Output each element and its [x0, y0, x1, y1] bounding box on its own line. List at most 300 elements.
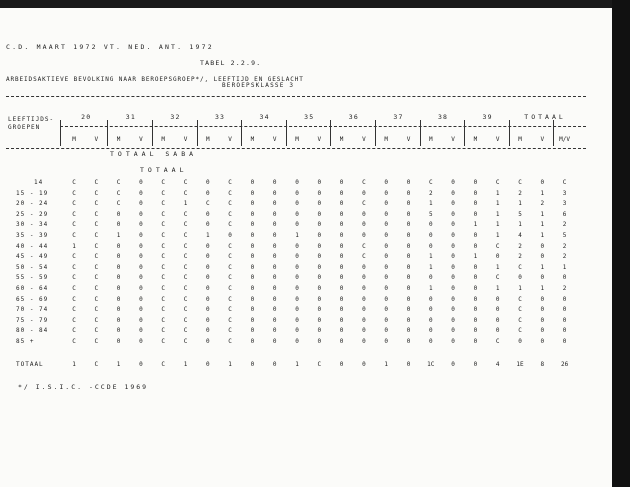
sub-header: V	[406, 136, 411, 143]
table-row-cell: 0	[406, 316, 411, 324]
table-row-cell: 0	[139, 274, 143, 282]
table-row-label: 60 - 64	[16, 285, 49, 292]
table-row-cell: 0	[339, 253, 344, 261]
header-rule-mid	[60, 126, 586, 127]
group-header: 34	[259, 113, 270, 121]
age-header-line2: GROEPEN	[8, 124, 41, 131]
table-row-cell: C	[518, 263, 522, 271]
table-row-label: 75 - 79	[16, 316, 49, 324]
table-row-cell: 0	[339, 306, 344, 314]
total-row-cell: 1	[183, 361, 188, 368]
table-row-cell: 0	[116, 242, 121, 250]
table-row-cell: 0	[295, 242, 299, 250]
table-row-cell: 0	[272, 242, 277, 250]
table-row-cell: 1	[540, 189, 545, 197]
sub-header: V	[183, 136, 188, 143]
table-row-cell: 0	[339, 316, 344, 324]
table-row-cell: 0	[272, 189, 277, 197]
table-row-cell: 0	[451, 306, 455, 314]
table-row-cell: 0	[250, 274, 255, 282]
table-row-cell: C	[94, 242, 99, 250]
table-row-cell: C	[94, 210, 99, 218]
column-separator	[330, 120, 331, 146]
total-row-cell: 1	[228, 361, 232, 368]
column-separator	[60, 120, 61, 146]
source-line: C.D. MAART 1972 VT. NED. ANT. 1972	[6, 43, 214, 51]
table-row-cell: 0	[205, 285, 210, 292]
table-row-label: 70 - 74	[16, 306, 49, 314]
table-row-cell: 2	[562, 285, 567, 292]
table-row-cell: 1	[205, 232, 210, 239]
table-row-cell: 0	[205, 221, 210, 229]
total-row-cell: C	[317, 361, 322, 368]
table-row-cell: C	[228, 316, 232, 324]
table-row-cell: C	[495, 338, 500, 345]
table-row-cell: C	[161, 200, 165, 208]
table-row-cell: C	[94, 263, 99, 271]
sub-header: V	[228, 136, 232, 143]
table-row-cell: 0	[406, 274, 411, 282]
table-row-cell: 0	[384, 285, 388, 292]
group-header: 37	[393, 113, 404, 121]
footnote: */ I.S.I.C. -CCDE 1969	[18, 383, 149, 391]
table-row-label: 65 - 69	[16, 295, 49, 303]
table-row-cell: 0	[317, 274, 322, 282]
table-row-cell: C	[183, 221, 188, 229]
table-row-cell: 0	[250, 179, 255, 186]
table-row-cell: C	[518, 295, 522, 303]
table-row-cell: C	[94, 253, 99, 261]
table-row-cell: C	[94, 232, 99, 239]
table-row-cell: 0	[317, 221, 322, 229]
table-row-cell: 0	[205, 179, 210, 186]
table-row-cell: C	[518, 306, 522, 314]
table-row-cell: C	[495, 242, 500, 250]
table-row-cell: 0	[495, 316, 500, 324]
table-row-cell: 0	[362, 327, 366, 335]
table-row-cell: C	[161, 253, 165, 261]
group-header: 33	[214, 113, 226, 121]
table-row-cell: 0	[139, 242, 143, 250]
table-row-cell: 0	[205, 316, 210, 324]
table-row-cell: C	[161, 327, 165, 335]
group-header: 35	[304, 113, 315, 121]
table-row-cell: 1	[540, 263, 545, 271]
table-row-cell: C	[72, 221, 76, 229]
total-row-cell: 0	[451, 361, 455, 368]
total-row-cell: 4	[495, 361, 500, 368]
table-row-cell: 0	[384, 306, 388, 314]
table-row-cell: 0	[384, 210, 388, 218]
table-row-cell: 0	[451, 263, 455, 271]
table-row-cell: 0	[406, 338, 411, 345]
table-row-cell: 2	[562, 253, 567, 261]
table-row-cell: 0	[428, 221, 433, 229]
table-row-cell: 1	[72, 242, 76, 250]
table-row-cell: 0	[250, 306, 255, 314]
table-row-cell: C	[183, 274, 188, 282]
table-row-cell: C	[72, 285, 76, 292]
table-row-cell: C	[228, 189, 232, 197]
table-row-cell: 0	[317, 316, 322, 324]
table-row-cell: 0	[473, 189, 478, 197]
total-row-cell: 0	[205, 361, 210, 368]
table-row-cell: C	[72, 200, 76, 208]
table-row-cell: 0	[116, 210, 121, 218]
table-row-cell: 0	[317, 189, 322, 197]
table-row-cell: 0	[139, 327, 143, 335]
table-row-cell: 2	[562, 221, 567, 229]
sub-group-label: TOTAAL	[140, 166, 188, 174]
table-row-cell: 0	[473, 285, 478, 292]
table-row-label: 45 - 49	[16, 253, 49, 261]
header-rule-bottom	[6, 148, 586, 149]
table-row-label: 25 - 29	[16, 210, 49, 218]
table-row-cell: C	[183, 316, 188, 324]
table-row-cell: 0	[205, 274, 210, 282]
column-separator	[286, 120, 287, 146]
table-row-cell: 0	[540, 274, 545, 282]
table-row-cell: 5	[518, 210, 522, 218]
table-row-cell: 0	[518, 338, 522, 345]
table-row-cell: 0	[250, 189, 255, 197]
table-row-cell: 0	[495, 253, 500, 261]
table-row-cell: 0	[272, 285, 277, 292]
table-row-cell: 0	[139, 221, 143, 229]
table-row-cell: C	[183, 295, 188, 303]
table-row-cell: C	[116, 179, 121, 186]
table-row-cell: 0	[473, 316, 478, 324]
table-row-cell: C	[495, 179, 500, 186]
table-row-cell: 0	[272, 295, 277, 303]
sub-header: V	[451, 136, 455, 143]
age-header-line1: LEEFTIJDS-	[8, 116, 55, 123]
table-row-cell: 0	[250, 285, 255, 292]
table-row-cell: C	[228, 210, 232, 218]
table-row-cell: 0	[295, 306, 299, 314]
column-separator	[509, 120, 510, 146]
total-row-cell: C	[94, 361, 99, 368]
table-row-cell: 1	[495, 200, 500, 208]
total-row-label: TOTAAL	[16, 361, 44, 368]
table-row-cell: 0	[250, 200, 255, 208]
table-row-cell: 1	[428, 200, 433, 208]
table-row-cell: 0	[272, 316, 277, 324]
table-row-cell: 0	[495, 295, 500, 303]
table-row-cell: 0	[272, 274, 277, 282]
table-row-cell: 0	[205, 338, 210, 345]
table-row-cell: 5	[428, 210, 433, 218]
table-row-cell: 0	[205, 263, 210, 271]
table-row-cell: 0	[295, 316, 299, 324]
table-row-cell: 0	[451, 316, 455, 324]
table-row-cell: 1	[540, 210, 545, 218]
table-row-cell: 0	[384, 327, 388, 335]
table-row-cell: 0	[116, 263, 121, 271]
table-row-cell: 0	[451, 189, 455, 197]
group-label: TOTAAL SABA	[110, 150, 198, 158]
table-row-cell: 0	[406, 295, 411, 303]
table-row-cell: 0	[250, 295, 255, 303]
table-row-cell: C	[72, 338, 76, 345]
table-row-cell: C	[72, 263, 76, 271]
table-row-cell: C	[72, 295, 76, 303]
table-row-cell: 0	[317, 306, 322, 314]
table-row-cell: 1	[495, 263, 500, 271]
table-row-cell: 0	[205, 306, 210, 314]
table-row-cell: 0	[116, 295, 121, 303]
table-row-cell: 0	[406, 232, 411, 239]
table-row-cell: C	[161, 306, 165, 314]
table-row-cell: 0	[116, 327, 121, 335]
table-row-cell: 6	[562, 210, 567, 218]
table-row-cell: C	[362, 242, 366, 250]
table-row-cell: 0	[339, 179, 344, 186]
table-row-cell: C	[161, 274, 165, 282]
table-row-cell: 0	[473, 232, 478, 239]
table-row-cell: 4	[518, 232, 522, 239]
table-row-cell: 3	[562, 189, 567, 197]
sub-header: M	[295, 136, 299, 143]
table-row-cell: 0	[205, 327, 210, 335]
table-row-cell: C	[183, 189, 188, 197]
table-row-cell: 2	[540, 200, 545, 208]
table-row-cell: C	[161, 221, 165, 229]
scan-edge	[612, 0, 630, 487]
table-row-cell: 0	[473, 263, 478, 271]
table-row-label: 85 +	[16, 338, 35, 345]
table-row-cell: 0	[406, 285, 411, 292]
table-row-cell: 0	[295, 179, 299, 186]
table-row-cell: C	[228, 221, 232, 229]
sub-header: V	[139, 136, 143, 143]
table-row-cell: 0	[339, 200, 344, 208]
sub-header: M	[161, 136, 165, 143]
table-row-cell: 0	[473, 295, 478, 303]
table-row-cell: C	[183, 179, 188, 186]
table-row-cell: 0	[272, 338, 277, 345]
table-row-cell: C	[362, 253, 366, 261]
table-row-cell: 0	[451, 242, 455, 250]
table-row-cell: C	[116, 189, 121, 197]
table-row-cell: 0	[473, 327, 478, 335]
table-row-cell: 0	[362, 316, 366, 324]
header-rule-top	[6, 96, 586, 97]
sub-header: V	[540, 136, 545, 143]
table-row-cell: C	[228, 306, 232, 314]
table-row-cell: C	[94, 200, 99, 208]
table-row-cell: 0	[540, 327, 545, 335]
table-row-cell: 1	[428, 253, 433, 261]
table-row-cell: 0	[317, 338, 322, 345]
table-row-cell: 0	[451, 210, 455, 218]
total-row-cell: 1	[72, 361, 76, 368]
table-row-cell: 0	[384, 274, 388, 282]
table-row-cell: C	[116, 200, 121, 208]
table-row-cell: 0	[250, 327, 255, 335]
table-row-cell: 0	[384, 232, 388, 239]
table-row-cell: C	[94, 221, 99, 229]
group-header: 31	[125, 113, 136, 121]
table-row-cell: 0	[205, 295, 210, 303]
table-row-cell: C	[228, 200, 232, 208]
table-row-cell: 0	[473, 179, 478, 186]
sub-header: V	[272, 136, 277, 143]
table-row-cell: C	[72, 232, 76, 239]
table-row-cell: 0	[205, 253, 210, 261]
table-row-cell: 1	[540, 285, 545, 292]
table-row-cell: 0	[451, 221, 455, 229]
table-row-cell: 0	[295, 274, 299, 282]
table-row-cell: 2	[518, 189, 522, 197]
table-row-cell: C	[183, 306, 188, 314]
column-separator	[107, 120, 108, 146]
table-row-cell: C	[518, 179, 522, 186]
table-row-cell: 0	[339, 221, 344, 229]
table-row-cell: C	[228, 179, 232, 186]
table-row-cell: 0	[451, 274, 455, 282]
table-row-cell: 0	[451, 200, 455, 208]
table-row-cell: 0	[295, 327, 299, 335]
table-row-cell: 0	[495, 306, 500, 314]
table-row-cell: 0	[362, 306, 366, 314]
group-header: 39	[482, 113, 493, 121]
table-row-cell: 0	[339, 263, 344, 271]
table-row-cell: C	[183, 338, 188, 345]
sub-header: M	[339, 136, 344, 143]
table-row-cell: 2	[518, 253, 522, 261]
table-row-cell: C	[362, 200, 366, 208]
table-row-cell: 1	[428, 285, 433, 292]
table-row-cell: 0	[295, 285, 299, 292]
table-row-label: 14	[34, 179, 44, 186]
table-row-cell: 0	[540, 306, 545, 314]
table-row-cell: 1	[116, 232, 121, 239]
table-row-cell: 0	[139, 338, 143, 345]
table-row-cell: C	[205, 200, 210, 208]
table-row-cell: 0	[406, 327, 411, 335]
sub-header: M	[428, 136, 433, 143]
table-row-cell: 1	[495, 210, 500, 218]
table-row-cell: C	[228, 327, 232, 335]
table-row-cell: 0	[139, 285, 143, 292]
group-header: 20	[81, 113, 92, 121]
table-row-cell: 0	[272, 210, 277, 218]
table-row-cell: 0	[339, 285, 344, 292]
table-row-cell: C	[161, 210, 165, 218]
table-row-cell: C	[495, 274, 500, 282]
table-row-label: 50 - 54	[16, 263, 49, 271]
table-row-cell: 0	[406, 253, 411, 261]
table-row-cell: C	[94, 327, 99, 335]
table-row-cell: C	[94, 295, 99, 303]
table-row-cell: C	[94, 316, 99, 324]
table-row-cell: 0	[451, 253, 455, 261]
table-row-cell: 0	[317, 285, 322, 292]
table-row-cell: C	[228, 338, 232, 345]
table-row-cell: C	[72, 316, 76, 324]
table-row-cell: 1	[495, 232, 500, 239]
table-row-cell: 0	[362, 263, 366, 271]
total-row-cell: 1	[384, 361, 388, 368]
table-row-cell: 0	[205, 242, 210, 250]
table-row-cell: 0	[384, 179, 388, 186]
table-row-cell: 0	[362, 285, 366, 292]
table-row-cell: 0	[139, 179, 143, 186]
table-row-cell: 0	[428, 338, 433, 345]
table-row-cell: 0	[428, 232, 433, 239]
table-row-cell: 0	[250, 242, 255, 250]
table-row-cell: 0	[339, 295, 344, 303]
table-row-label: 15 - 19	[16, 189, 49, 197]
table-row-cell: 0	[384, 263, 388, 271]
table-row-cell: 0	[139, 253, 143, 261]
table-row-cell: 0	[116, 338, 121, 345]
table-row-cell: 0	[116, 221, 121, 229]
column-separator	[375, 120, 376, 146]
table-row-cell: 2	[562, 242, 567, 250]
table-row-cell: 0	[116, 285, 121, 292]
column-separator	[553, 120, 554, 146]
table-row-cell: C	[161, 295, 165, 303]
table-row-cell: C	[72, 179, 76, 186]
table-row-cell: 1	[540, 232, 545, 239]
table-row-cell: C	[183, 232, 188, 239]
sub-header: M	[518, 136, 522, 143]
table-row-cell: 0	[205, 210, 210, 218]
table-row-cell: 0	[540, 338, 545, 345]
total-row-cell: C	[161, 361, 165, 368]
table-row-cell: 0	[250, 263, 255, 271]
table-row-cell: 0	[250, 232, 255, 239]
table-row-cell: 0	[362, 338, 366, 345]
table-row-cell: 0	[428, 295, 433, 303]
table-row-cell: 2	[428, 189, 433, 197]
table-row-cell: 0	[473, 210, 478, 218]
table-row-cell: 0	[317, 327, 322, 335]
table-row-cell: 1	[473, 253, 478, 261]
table-row-cell: C	[161, 263, 165, 271]
table-row-cell: 1	[518, 200, 522, 208]
table-row-cell: C	[228, 242, 232, 250]
table-row-cell: 0	[451, 285, 455, 292]
total-row-cell: 26	[560, 361, 569, 368]
table-row-cell: 0	[139, 200, 143, 208]
table-row-cell: C	[183, 327, 188, 335]
table-row-cell: C	[94, 338, 99, 345]
table-row-cell: 0	[295, 189, 299, 197]
table-row-cell: C	[72, 327, 76, 335]
table-row-cell: 1	[295, 232, 299, 239]
table-row-cell: 1	[495, 221, 500, 229]
table-number: TABEL 2.2.9.	[200, 59, 262, 67]
table-row-cell: 0	[473, 338, 478, 345]
table-row-cell: 0	[339, 210, 344, 218]
table-row-cell: 0	[272, 221, 277, 229]
document-page	[0, 8, 612, 487]
table-row-cell: 0	[317, 263, 322, 271]
table-row-cell: 0	[406, 306, 411, 314]
table-row-cell: 1	[495, 189, 500, 197]
table-row-cell: C	[228, 263, 232, 271]
table-row-cell: 0	[362, 232, 366, 239]
table-row-cell: 0	[540, 242, 545, 250]
table-row-cell: 0	[272, 253, 277, 261]
total-row-cell: 0	[139, 361, 143, 368]
table-row-cell: 0	[451, 327, 455, 335]
column-separator	[197, 120, 198, 146]
table-row-cell: 0	[362, 295, 366, 303]
